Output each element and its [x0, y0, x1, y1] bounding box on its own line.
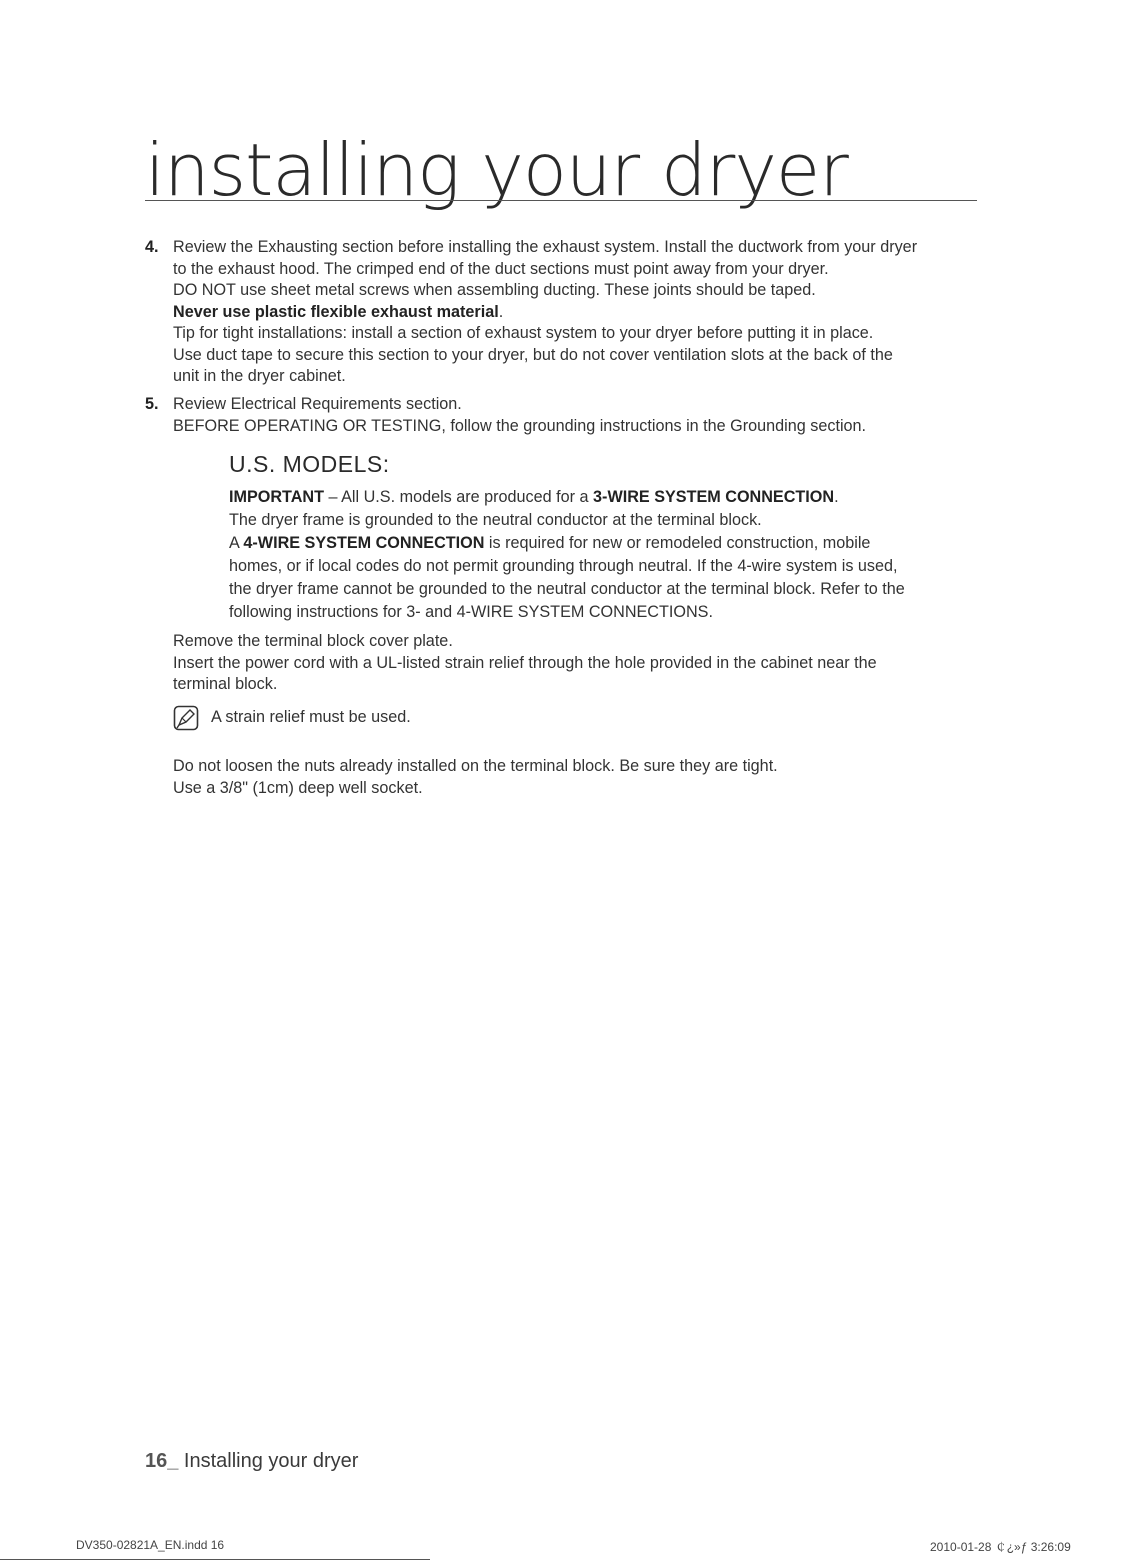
instruction-line: Remove the terminal block cover plate.	[173, 632, 453, 650]
four-wire-rest: is required for new or remodeled construction, mobile	[484, 534, 871, 552]
note	[173, 703, 411, 733]
step-line: Use duct tape to secure this section to your dryer, but do not cover ventilation slots at the back of the	[173, 345, 893, 364]
us-models-block	[229, 486, 989, 624]
step-line: Tip for tight installations: install a section of exhaust system to your dryer before putting it in place.	[173, 324, 874, 342]
page-number: 16_	[145, 1450, 179, 1472]
warning-end: .	[498, 302, 504, 321]
three-wire-label: 3-WIRE SYSTEM CONNECTION	[593, 488, 835, 506]
step-line: Review Electrical Requirements section.	[173, 395, 462, 413]
warning-text: Never use plastic flexible exhaust material	[173, 302, 499, 321]
final-line: Do not loosen the nuts already installed on the terminal block. Be sure they are tight.	[173, 757, 778, 775]
print-rule	[0, 1559, 430, 1560]
title-divider	[145, 200, 977, 201]
us-line: following instructions for 3- and 4-WIRE SYSTEM CONNECTIONS.	[229, 603, 713, 621]
final-block	[173, 756, 973, 799]
step-line: DO NOT use sheet metal screws when assembling ducting. These joints should be taped.	[173, 281, 816, 299]
print-file-info: DV350-02821A_EN.indd 16	[76, 1538, 225, 1552]
warning-line	[173, 302, 983, 324]
important-text: – All U.S. models are produced for a	[324, 488, 594, 506]
step-line: to the exhaust hood. The crimped end of the duct sections must point away from your dryer.	[173, 259, 829, 278]
us-line: homes, or if local codes do not permit grounding through neutral. If the 4-wire system is used,	[229, 557, 898, 575]
step-line: Review the Exhausting section before installing the exhaust system. Install the ductwork from your dryer	[173, 238, 918, 256]
page-footer-label: Installing your dryer	[178, 1450, 359, 1472]
frame-line: The dryer frame is grounded to the neutral conductor at the terminal block.	[229, 511, 762, 529]
us-line: the dryer frame cannot be grounded to the neutral conductor at the terminal block. Refer to the	[229, 580, 905, 598]
important-end: .	[834, 488, 839, 506]
final-line: Use a 3/8" (1cm) deep well socket.	[173, 778, 423, 797]
note-icon	[173, 705, 199, 731]
page-footer	[145, 1450, 358, 1473]
four-wire-label: 4-WIRE SYSTEM CONNECTION	[243, 534, 485, 552]
step-line: unit in the dryer cabinet.	[173, 367, 346, 385]
print-timestamp: 2010-01-28 ￠¿»ƒ 3:26:09	[930, 1540, 1071, 1554]
instructions-block	[173, 631, 973, 696]
instruction-line: terminal block.	[173, 675, 278, 693]
step-number: 5.	[145, 395, 159, 413]
step-line: BEFORE OPERATING OR TESTING, follow the grounding instructions in the Grounding section.	[173, 416, 867, 435]
important-line	[229, 486, 989, 509]
four-wire-line	[229, 532, 989, 555]
instruction-line: Insert the power cord with a UL-listed strain relief through the hole provided in the cabinet near the	[173, 653, 877, 672]
step-number: 4.	[145, 238, 159, 256]
note-text: A strain relief must be used.	[211, 708, 411, 727]
four-wire-prefix: A	[229, 534, 244, 552]
important-label: IMPORTANT	[229, 488, 325, 506]
us-models-heading: U.S. MODELS:	[229, 451, 390, 477]
page-title: installing your dryer	[145, 128, 848, 212]
